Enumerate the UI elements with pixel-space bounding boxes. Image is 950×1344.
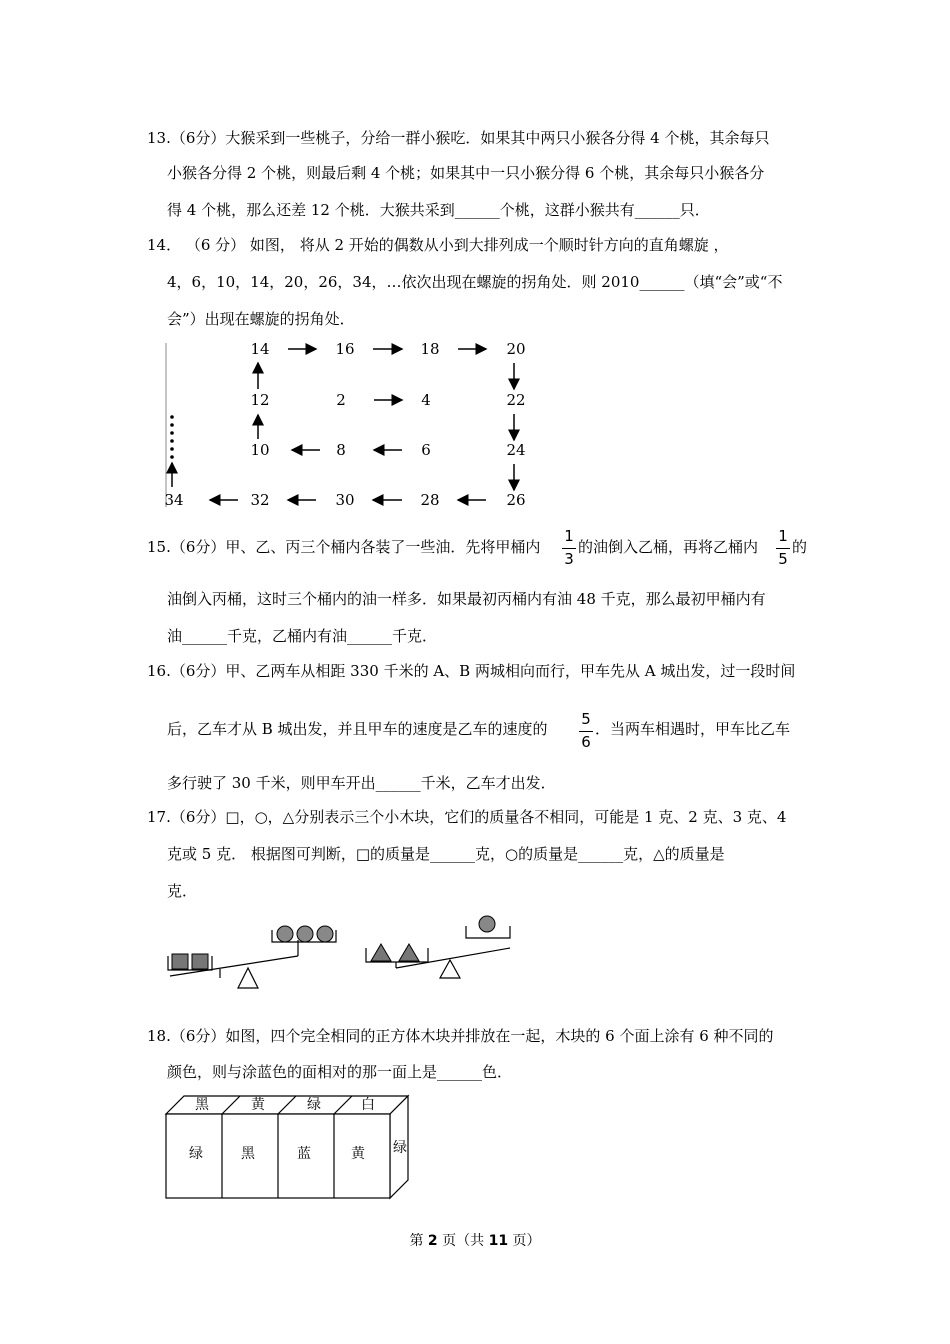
spiral-num: 24	[506, 441, 526, 459]
cube-top-face: 绿	[307, 1097, 321, 1113]
cube-top-face: 黄	[251, 1097, 265, 1113]
frac-den: 6	[581, 733, 591, 751]
q17-line3: 克．	[167, 882, 198, 900]
balance-scale-right	[360, 910, 520, 988]
cube-front-face: 绿	[189, 1146, 203, 1162]
page-footer	[0, 1230, 950, 1252]
frac-den: 3	[564, 550, 574, 568]
frac-num: 1	[564, 527, 574, 545]
spiral-num: 4	[421, 391, 431, 409]
spiral-num: 10	[250, 441, 270, 459]
fraction-five-sixths	[579, 710, 593, 754]
q13-line3: 得 4 个桃，那么还差 12 个桃．大猴共采到______个桃，这群小猴共有______只．	[167, 201, 710, 219]
spiral-num: 34	[164, 491, 184, 509]
q17-line1: 17.（6分）□，○，△分别表示三个小木块，它们的质量各不相同，可能是 1 克、2 克、3 克、4	[147, 808, 787, 826]
circle-block	[297, 926, 313, 942]
q16-line1: 16.（6分）甲、乙两车从相距 330 千米的 A、B 两城相向而行，甲车先从 A 城出发，过一段时间	[147, 662, 796, 680]
q15-line1a: 15.（6分）甲、乙、丙三个桶内各装了一些油．先将甲桶内	[147, 538, 541, 556]
balance-scale-left	[160, 918, 350, 996]
spiral-num: 12	[250, 391, 270, 409]
square-block	[172, 954, 188, 969]
q15-line2: 油倒入丙桶，这时三个桶内的油一样多．如果最初丙桶内有油 48 千克，那么最初甲桶内有	[167, 590, 766, 608]
q16-line3: 多行驶了 30 千米，则甲车开出______千米，乙车才出发．	[167, 774, 556, 792]
frac-den: 5	[778, 550, 788, 568]
q13-line2: 小猴各分得 2 个桃，则最后剩 4 个桃；如果其中一只小猴分得 6 个桃，其余每只小猴各分	[167, 164, 765, 182]
spiral-num: 26	[506, 491, 526, 509]
q15-line1c: 的	[792, 538, 808, 556]
q14-line3: 会”）出现在螺旋的拐角处．	[167, 310, 355, 328]
q17-line2: 克或 5 克． 根据图可判断，□的质量是______克，○的质量是______克，△的质量是	[167, 845, 725, 863]
q18-line2: 颜色，则与涂蓝色的面相对的那一面上是______色．	[167, 1063, 513, 1081]
triangle-block	[399, 944, 419, 961]
q16-line2a: 后，乙车才从 B 城出发，并且甲车的速度是乙车的速度的	[167, 720, 548, 738]
cube-top-face: 白	[361, 1097, 375, 1113]
fraction-one-fifth	[776, 527, 790, 571]
footer-page-number: 2	[427, 1233, 438, 1249]
spiral-num: 8	[336, 441, 346, 459]
footer-suffix: 页）	[512, 1233, 541, 1249]
circle-block	[479, 916, 495, 932]
circle-block	[277, 926, 293, 942]
spiral-num: 20	[506, 340, 526, 358]
cube-front-face: 黄	[351, 1146, 365, 1162]
cubes-diagram	[160, 1092, 420, 1204]
spiral-num: 32	[250, 491, 270, 509]
spiral-num: 6	[421, 441, 431, 459]
spiral-num: 16	[335, 340, 355, 358]
frac-num: 1	[778, 527, 788, 545]
spiral-num: 18	[420, 340, 440, 358]
footer-total-pages: 11	[488, 1233, 509, 1249]
spiral-num: 2	[336, 391, 346, 409]
spiral-num: 14	[250, 340, 270, 358]
q15-line1b: 的油倒入乙桶，再将乙桶内	[578, 538, 759, 556]
circle-block	[317, 926, 333, 942]
spiral-num: 30	[335, 491, 355, 509]
footer-mid: 页（共	[442, 1233, 485, 1249]
cube-side-face: 绿	[393, 1140, 407, 1156]
q15-line3: 油______千克，乙桶内有油______千克．	[167, 627, 438, 645]
cube-top-face: 黑	[195, 1097, 209, 1113]
q13-line1: 13.（6分）大猴采到一些桃子，分给一群小猴吃．如果其中两只小猴各分得 4 个桃，其余每只	[147, 129, 770, 147]
q16-line2b: ．当两车相遇时，甲车比乙车	[595, 720, 791, 738]
q18-line1: 18.（6分）如图，四个完全相同的正方体木块并排放在一起，木块的 6 个面上涂有 6 种不同的	[147, 1027, 774, 1045]
q14-line1: 14． （6 分） 如图， 将从 2 开始的偶数从小到大排列成一个顺时针方向的直角螺旋 ，	[147, 236, 729, 254]
q14-line2: 4，6，10，14，20，26，34，…依次出现在螺旋的拐角处．则 2010______（填“会”或“不	[167, 273, 783, 291]
spiral-num: 28	[420, 491, 440, 509]
spiral-num: 22	[506, 391, 526, 409]
triangle-block	[371, 944, 391, 961]
square-block	[192, 954, 208, 969]
cube-front-face: 黑	[241, 1146, 255, 1162]
frac-num: 5	[581, 710, 591, 728]
spiral-diagram	[160, 335, 540, 515]
cube-front-face: 蓝	[297, 1146, 311, 1162]
footer-prefix: 第	[409, 1233, 424, 1249]
fraction-one-third	[562, 527, 576, 571]
